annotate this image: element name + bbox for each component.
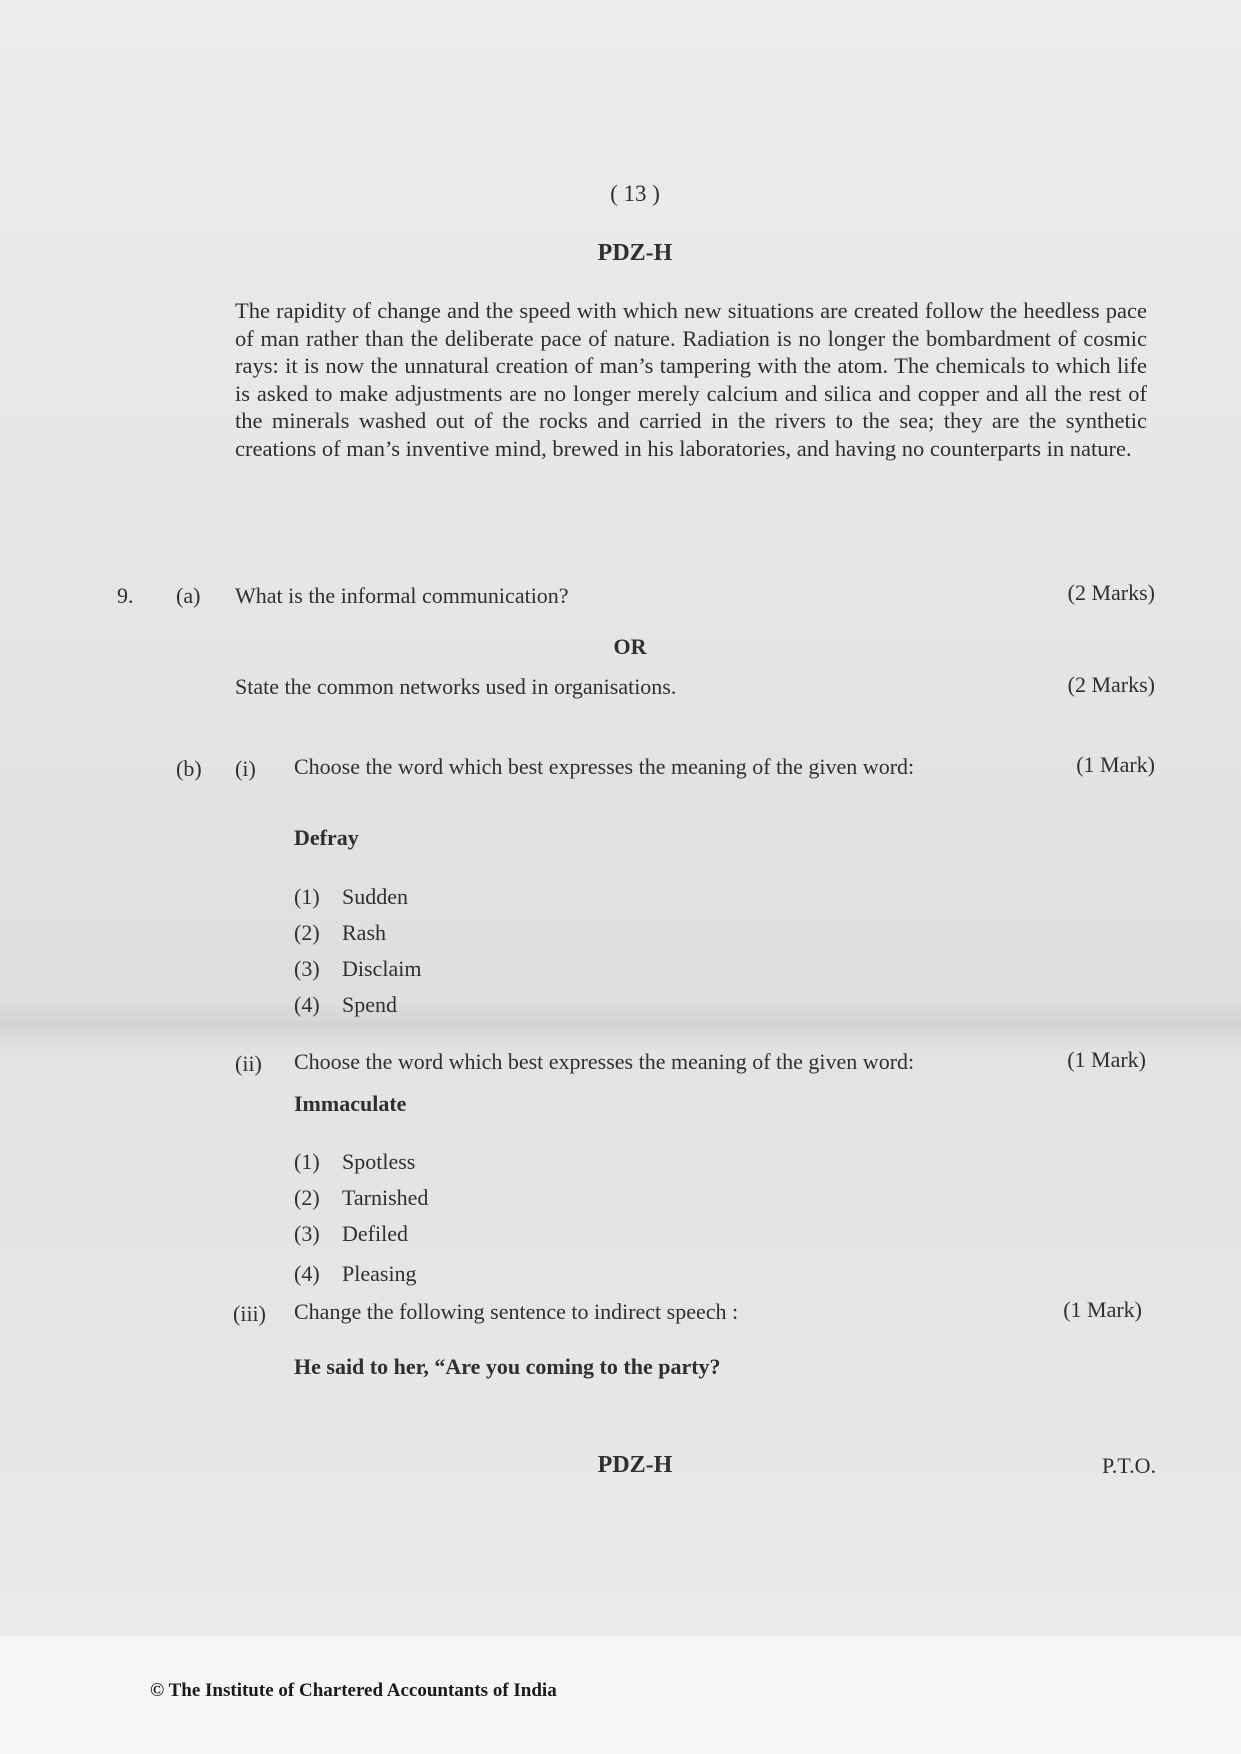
- option-item: [294, 884, 408, 910]
- option-number: (3): [294, 956, 320, 981]
- subpart-i-marks: (1 Mark): [1076, 752, 1155, 777]
- option-item: [294, 1261, 417, 1287]
- option-item: [294, 992, 397, 1018]
- option-text: Defiled: [342, 1221, 408, 1246]
- copyright-notice: © The Institute of Chartered Accountants of India: [150, 1680, 557, 1701]
- option-number: (3): [294, 1221, 320, 1246]
- option-text: Spend: [342, 992, 397, 1017]
- subpart-i-question: Choose the word which best expresses the meaning of the given word:: [294, 754, 915, 779]
- option-text: Tarnished: [342, 1185, 429, 1210]
- option-number: (4): [294, 992, 320, 1017]
- page-number: ( 13 ): [610, 181, 660, 206]
- part-a-label: (a): [176, 583, 201, 608]
- option-item: [294, 920, 386, 946]
- subpart-iii-question: Change the following sentence to indirect speech :: [294, 1299, 739, 1324]
- subpart-ii-marks: (1 Mark): [1067, 1047, 1146, 1072]
- part-b-label: (b): [176, 756, 202, 781]
- passage-text: The rapidity of change and the speed with which new situations are created follow the heedless pace of man rather than the deliberate pace of nature. Radiation is no longer the bombardment of cosmic rays: it is now the unnatural creation of man’s tampering with the atom. The chemicals to which life is asked to make adjustments are no longer merely calcium and silica and copper and all the rest of the minerals washed out of the rocks and carried in the rivers to the sea; they are the synthetic creations of man’s inventive mind, brewed in his laboratories, and having no counterparts in nature.: [235, 298, 1147, 461]
- or-separator: OR: [613, 634, 647, 659]
- option-number: (2): [294, 1185, 320, 1210]
- subpart-i-label: (i): [235, 756, 256, 781]
- option-number: (4): [294, 1261, 320, 1286]
- subpart-ii-question: Choose the word which best expresses the meaning of the given word:: [294, 1049, 915, 1074]
- part-a-alt-question: State the common networks used in organisations.: [235, 674, 677, 699]
- option-number: (2): [294, 920, 320, 945]
- option-text: Rash: [342, 920, 386, 945]
- subpart-iii-marks: (1 Mark): [1063, 1297, 1142, 1322]
- subpart-ii-label: (ii): [235, 1051, 262, 1076]
- option-text: Pleasing: [342, 1261, 417, 1286]
- part-a-alt-marks: (2 Marks): [1067, 672, 1155, 697]
- option-item: [294, 1149, 415, 1175]
- subpart-ii-word: Immaculate: [294, 1091, 407, 1116]
- subpart-i-word: Defray: [294, 825, 359, 850]
- option-text: Sudden: [342, 884, 408, 909]
- subpart-iii-sentence: He said to her, “Are you coming to the party?: [294, 1354, 721, 1379]
- option-item: [294, 1185, 428, 1211]
- paper-code-footer: PDZ-H: [597, 1452, 673, 1478]
- question-number: 9.: [117, 583, 134, 608]
- option-text: Disclaim: [342, 956, 422, 981]
- part-a-marks: (2 Marks): [1067, 580, 1155, 605]
- part-a-question: What is the informal communication?: [235, 583, 569, 608]
- paper-code-header: PDZ-H: [597, 240, 673, 266]
- option-item: [294, 956, 421, 982]
- option-number: (1): [294, 1149, 320, 1174]
- pto-label: P.T.O.: [1102, 1453, 1156, 1478]
- subpart-iii-label: (iii): [233, 1301, 266, 1326]
- option-item: [294, 1221, 408, 1247]
- option-number: (1): [294, 884, 320, 909]
- option-text: Spotless: [342, 1149, 416, 1174]
